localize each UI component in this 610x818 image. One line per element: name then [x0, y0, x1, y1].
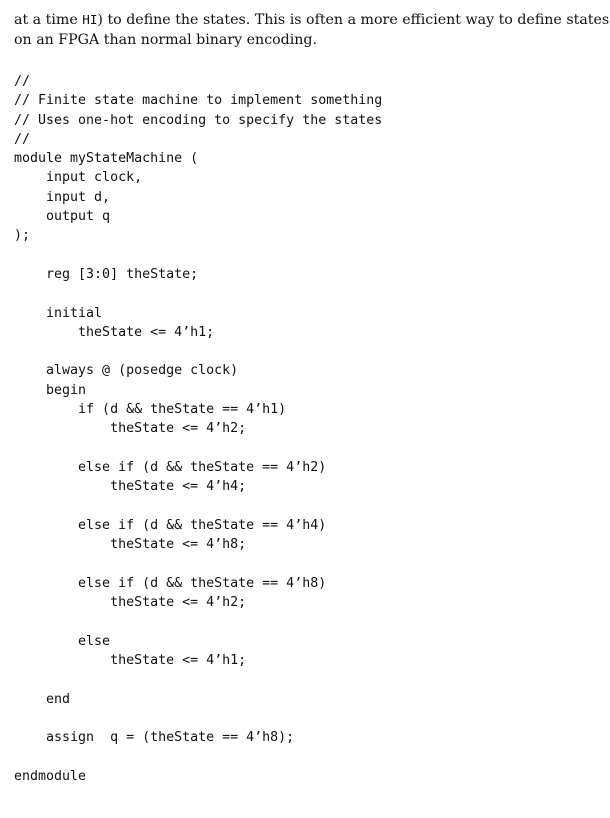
code-line — [14, 246, 382, 265]
code-line: else if (d && theState == 4’h2) — [14, 459, 327, 475]
code-line: // Uses one-hot encoding to specify the states — [14, 112, 383, 128]
code-line: else if (d && theState == 4’h8) — [14, 575, 327, 591]
code-line — [14, 439, 382, 458]
code-line: theState <= 4’h1; — [14, 324, 215, 340]
code-line: always @ (posedge clock) — [14, 363, 239, 379]
code-line: // Finite state machine to implement something — [14, 93, 383, 109]
code-line: assign q = (theState == 4’h8); — [14, 730, 295, 746]
verilog-code-block — [14, 72, 382, 786]
code-line: theState <= 4’h2; — [14, 421, 247, 437]
code-line: theState <= 4’h8; — [14, 537, 247, 553]
code-line — [14, 497, 382, 516]
code-line: else if (d && theState == 4’h4) — [14, 517, 327, 533]
code-line: if (d && theState == 4’h1) — [14, 402, 287, 418]
code-line: endmodule — [14, 768, 87, 784]
code-line: output q — [14, 209, 111, 225]
code-line: module myStateMachine ( — [14, 151, 199, 167]
intro-inline-code: HI — [82, 12, 98, 27]
intro-line-2: on an FPGA than normal binary encoding. — [14, 32, 318, 48]
intro-paragraph — [14, 10, 610, 50]
code-line — [14, 709, 382, 728]
code-line: initial — [14, 305, 103, 321]
code-line: // — [14, 74, 31, 89]
code-line — [14, 554, 382, 573]
code-line — [14, 612, 382, 631]
intro-line-1-suffix: ) to define the states. This is often a more efficient way to define states — [97, 12, 610, 28]
code-line: begin — [14, 382, 87, 398]
code-line: theState <= 4’h2; — [14, 595, 247, 611]
code-line: // — [14, 131, 31, 147]
code-line: reg [3:0] theState; — [14, 266, 199, 282]
intro-line-1 — [14, 10, 610, 30]
code-line: else — [14, 633, 111, 649]
code-line — [14, 670, 382, 689]
code-line: end — [14, 691, 71, 707]
code-line: input clock, — [14, 170, 143, 186]
code-line — [14, 747, 382, 766]
code-line — [14, 342, 382, 361]
code-line — [14, 284, 382, 303]
code-line: ); — [14, 228, 31, 244]
code-line: input d, — [14, 189, 111, 205]
code-line: theState <= 4’h4; — [14, 479, 247, 495]
intro-line-1-prefix: at a time — [14, 12, 83, 28]
code-line: theState <= 4’h1; — [14, 652, 247, 668]
